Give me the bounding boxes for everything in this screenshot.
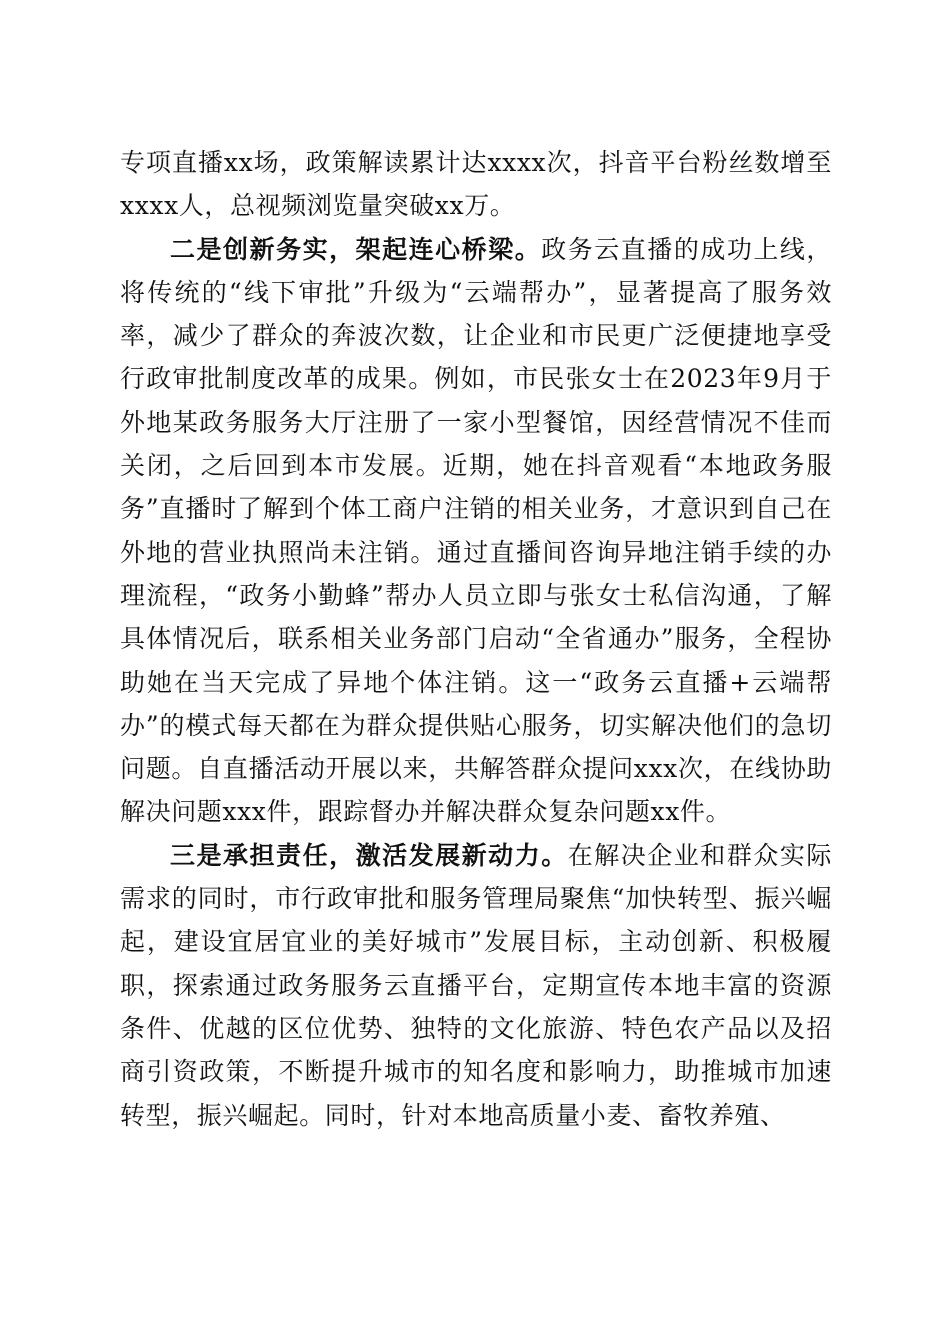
paragraph-third-point <box>120 834 832 1137</box>
paragraph-second-point <box>120 228 832 834</box>
document-body <box>120 141 832 1137</box>
paragraph-text: 在解决企业和群众实际需求的同时，市行政审批和服务管理局聚焦“加快转型、振兴崛起，建设宜居宜业的美好城市”发展目标，主动创新、积极履职，探索通过政务服务云直播平台，定期宣传本地丰富的资源条件、优越的区位优势、独特的文化旅游、特色农产品以及招商引资政策，不断提升城市的知名度和影响力，助推城市加速转型，振兴崛起。同时，针对本地高质量小麦、畜牧养殖、 <box>120 840 832 1130</box>
paragraph-lead-heading: 三是承担责任，激活发展新动力。 <box>170 840 568 870</box>
paragraph-text: 政务云直播的成功上线，将传统的“线下审批”升级为“云端帮办”，显著提高了服务效率，减少了群众的奔波次数，让企业和市民更广泛便捷地享受行政审批制度改革的成果。例如，市民张女士在2023年9月于外地某政务服务大厅注册了一家小型餐馆，因经营情况不佳而关闭，之后回到本市发展。近期，她在抖音观看“本地政务服务”直播时了解到个体工商户注销的相关业务，才意识到自己在外地的营业执照尚未注销。通过直播间咨询异地注销手续的办理流程，“政务小勤蜂”帮办人员立即与张女士私信沟通，了解具体情况后，联系相关业务部门启动“全省通办”服务，全程协助她在当天完成了异地个体注销。这一“政务云直播+云端帮办”的模式每天都在为群众提供贴心服务，切实解决他们的急切问题。自直播活动开展以来，共解答群众提问xxx次，在线协助解决问题xxx件，跟踪督办并解决群众复杂问题xx件。 <box>120 234 832 827</box>
paragraph-lead-heading: 二是创新务实，架起连心桥梁。 <box>170 234 542 264</box>
paragraph-text: 专项直播xx场，政策解读累计达xxxx次，抖音平台粉丝数增至xxxx人，总视频浏览量突破xx万。 <box>120 148 832 221</box>
paragraph-continuation <box>120 141 832 228</box>
